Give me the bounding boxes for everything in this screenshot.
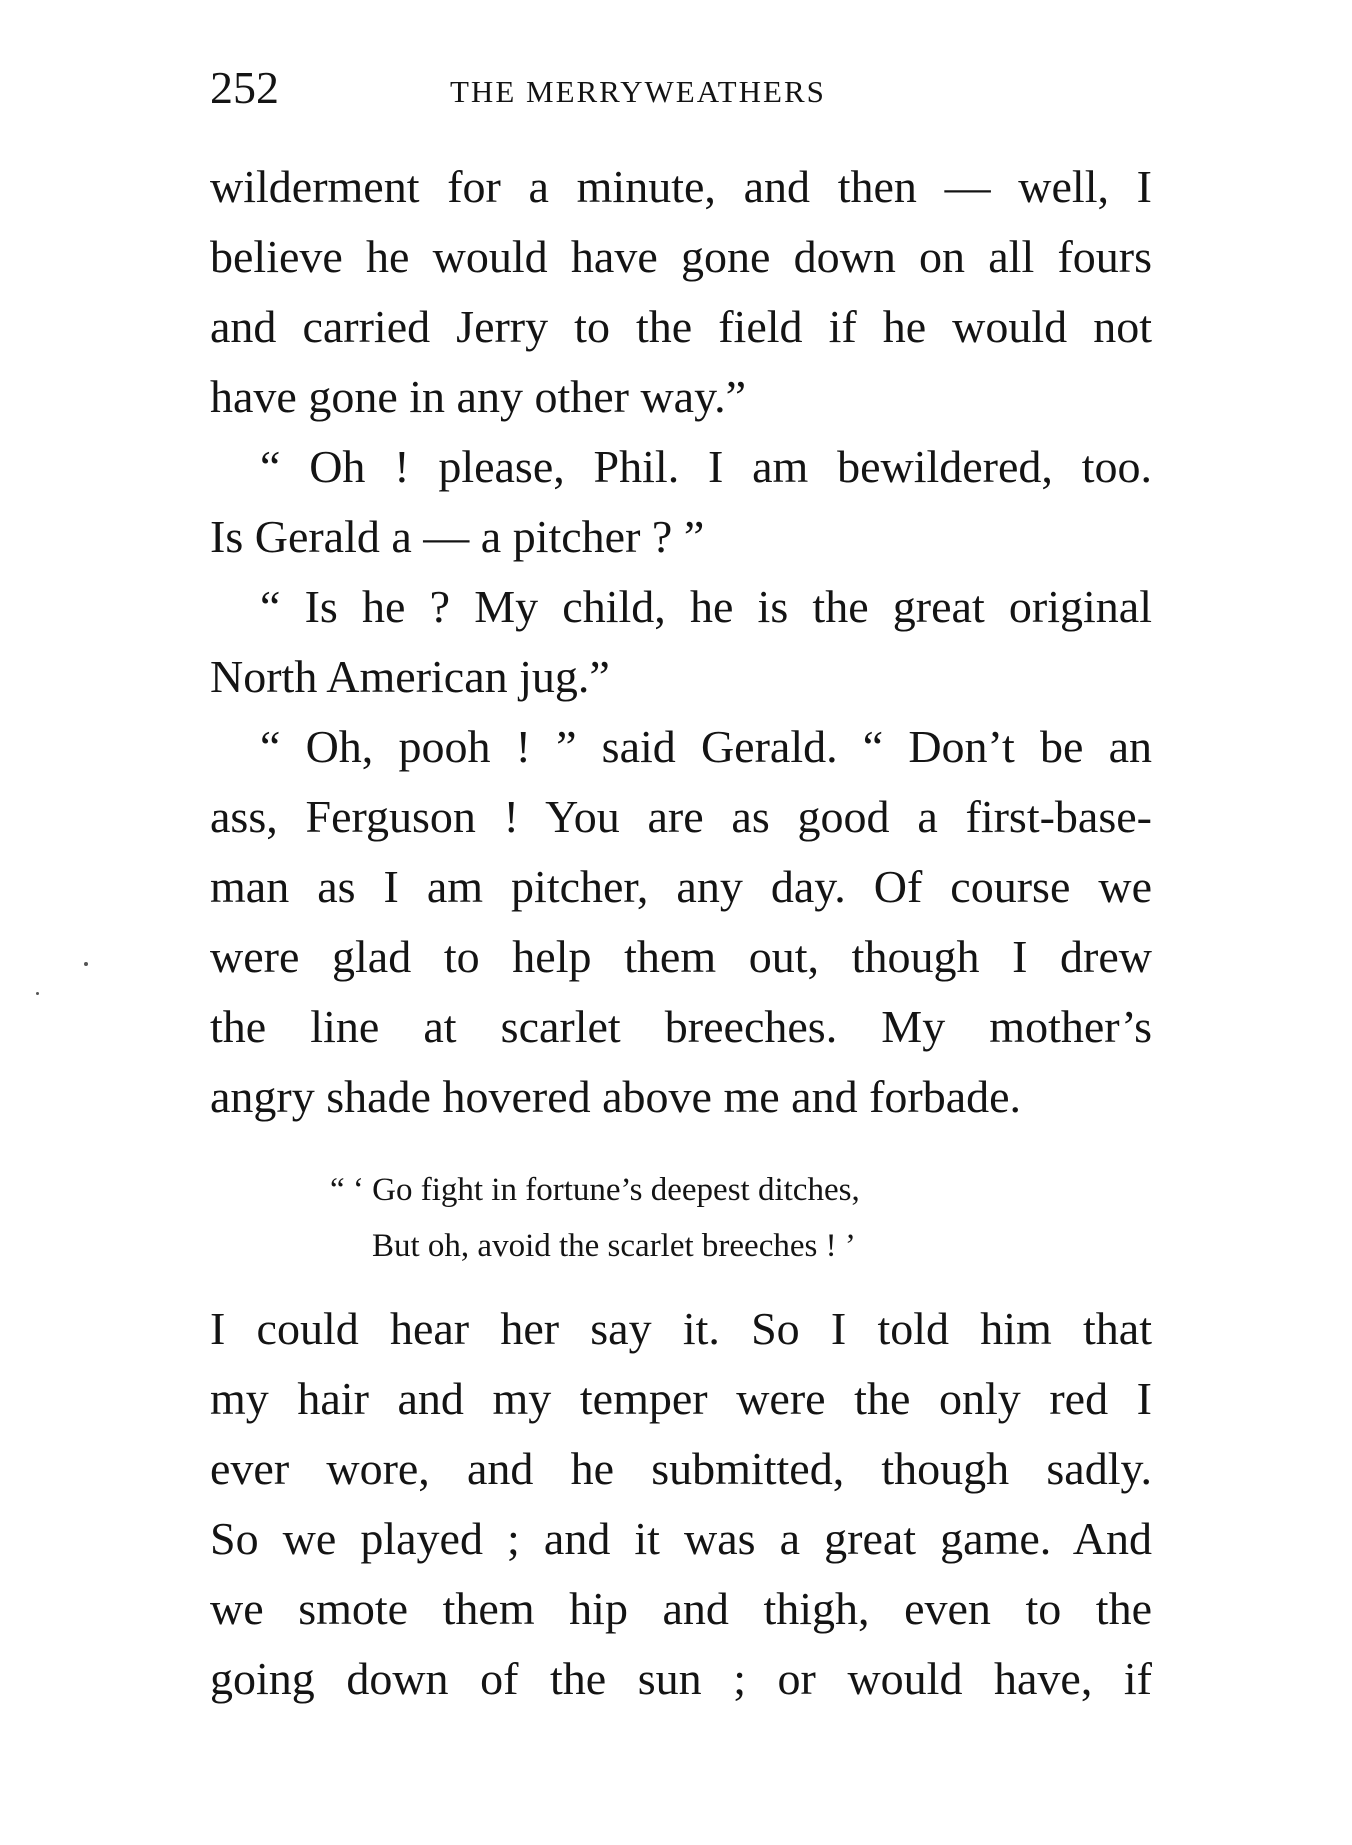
verse-line: “ ‘ Go fight in fortune’s deepest ditches, xyxy=(330,1172,860,1208)
text-line: Is Gerald a — a pitcher ? ” xyxy=(210,511,705,562)
text-line: angry shade hovered above me and forbade. xyxy=(210,1071,1022,1122)
body-paragraphs-top xyxy=(210,152,1152,1132)
text-line: were glad to help them out, though I drew xyxy=(210,931,1152,982)
text-line: we smote them hip and thigh, even to the xyxy=(210,1583,1152,1634)
running-title: THE MERRYWEATHERS xyxy=(450,74,826,109)
paper-speck xyxy=(36,992,39,995)
page-number: 252 xyxy=(210,62,279,113)
text-line: have gone in any other way.” xyxy=(210,371,747,422)
verse-line: But oh, avoid the scarlet breeches ! ’ xyxy=(372,1228,856,1264)
body-paragraphs-bottom xyxy=(210,1294,1152,1714)
text-line: ass, Ferguson ! You are as good a first-base- xyxy=(210,791,1152,842)
text-line: So we played ; and it was a great game. And xyxy=(210,1513,1152,1564)
text-line: my hair and my temper were the only red I xyxy=(210,1373,1152,1424)
paper-speck xyxy=(84,962,88,966)
text-line: “ Is he ? My child, he is the great original xyxy=(260,581,1152,632)
text-line: “ Oh ! please, Phil. I am bewildered, too. xyxy=(260,441,1152,492)
text-line: ever wore, and he submitted, though sadly. xyxy=(210,1443,1152,1494)
text-line: I could hear her say it. So I told him that xyxy=(210,1303,1152,1354)
verse-quotation xyxy=(330,1162,1050,1274)
text-line: man as I am pitcher, any day. Of course we xyxy=(210,861,1152,912)
text-line: “ Oh, pooh ! ” said Gerald. “ Don’t be an xyxy=(260,721,1152,772)
text-line: the line at scarlet breeches. My mother’s xyxy=(210,1001,1152,1052)
text-line: going down of the sun ; or would have, if xyxy=(210,1653,1152,1704)
text-line: North American jug.” xyxy=(210,651,610,702)
text-line: and carried Jerry to the field if he would not xyxy=(210,301,1152,352)
page-header xyxy=(210,58,1140,118)
text-line: wilderment for a minute, and then — well, I xyxy=(210,161,1152,212)
text-line: believe he would have gone down on all fours xyxy=(210,231,1152,282)
